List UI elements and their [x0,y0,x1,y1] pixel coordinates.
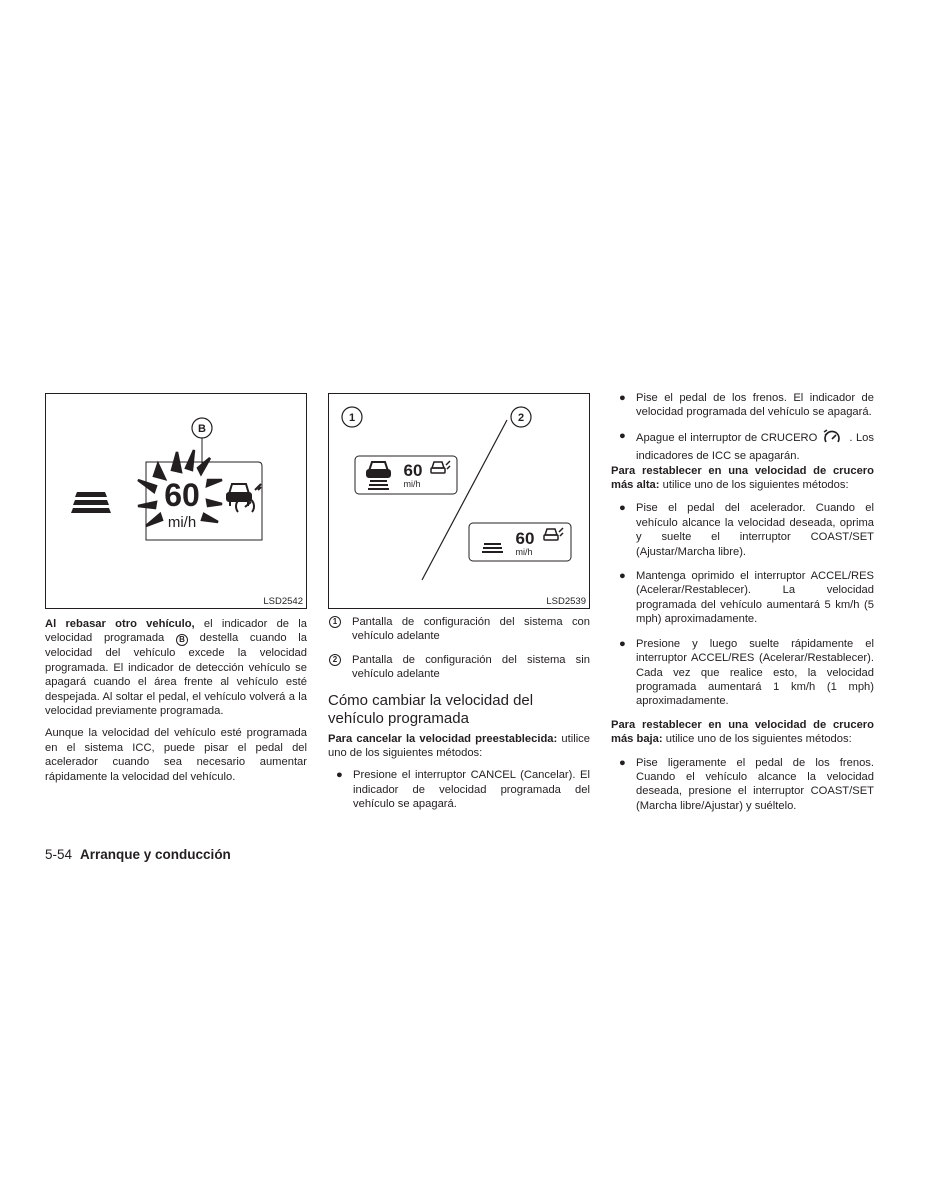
paragraph-higher-speed: Para restablecer en una velocidad de crucero más alta: utilice uno de los siguientes métodos: [611,464,874,492]
cruise-control-icon [823,429,841,449]
list-item: 2 Pantalla de configuración del sistema sin vehículo adelante [328,653,590,682]
list-item: ● Apague el interruptor de CRUCERO . Los indicadores de ICC se apagarán. [619,429,874,463]
marker-b: B [176,634,188,646]
display1-speed: 60 [403,461,423,480]
distance-bars-icon [71,492,111,513]
paragraph-overtaking: Al rebasar otro vehículo, el indicador de la velocidad programada B destella cuando la velocidad del vehículo excede la velocidad programada. El indicador de detección vehículo se apagará cuando el área frente al vehículo esté despejada. Al soltar el pedal, el vehículo volverá a la velocidad previamente programada. [45,618,307,718]
section-heading: Cómo cambiar la velocidad del vehículo programada [328,691,534,727]
list-item: ● Mantenga oprimido el interruptor ACCEL/RES (Acelerar/Restablecer). La velocidad programada del vehículo aumentará 5 km/h (5 mph) aproximadamente. [619,570,874,626]
speed-flashing-illustration [46,394,306,608]
column-middle [328,393,590,812]
list-item: ● Presione el interruptor CANCEL (Cancelar). El indicador de velocidad programada del vehículo se apagará. [336,769,590,811]
figure1-callout: B [198,423,206,435]
distance-bars-icon [368,480,389,490]
speedometer-icon [236,484,261,512]
item-number: 2 [329,654,341,666]
vehicle-ahead-icon [227,484,251,506]
figure2-callout-1: 1 [348,412,356,424]
list-item: ● Pise el pedal de los frenos. El indicador de velocidad programada del vehículo se apagará. [619,392,874,419]
paragraph-cancel: Para cancelar la velocidad preestablecida: utilice uno de los siguientes métodos: [328,732,590,760]
figure1-speed: 60 [164,477,200,513]
list-item: ● Pise ligeramente el pedal de los frenos. Cuando el vehículo alcance la velocidad deseada, presione el interruptor COAST/SET (Marcha libre/Ajustar) y suéltelo. [619,756,874,812]
paragraph-accelerator: Aunque la velocidad del vehículo esté programada en el sistema ICC, puede pisar el pedal del acelerador cuando sea necesario aumentar rápidamente la velocidad del vehículo. [45,727,307,783]
column-right [611,391,874,813]
display-modes-illustration [329,394,589,608]
figure-speed-flashing [45,393,307,609]
display2-speed: 60 [515,529,535,548]
list-item: ● Pise el pedal del acelerador. Cuando el vehículo alcance la velocidad deseada, oprima y suelte el interruptor COAST/SET (Ajustar/Marcha libre). [619,502,874,558]
column-left [45,393,307,784]
page-number: 5-54 [45,847,73,862]
display1-unit: mi/h [403,479,421,489]
figure1-code: LSD2542 [263,596,303,607]
item-number: 1 [329,616,341,628]
paragraph-lower-speed: Para restablecer en una velocidad de crucero más baja: utilice uno de los siguientes métodos: [611,718,874,746]
page-footer [45,846,231,864]
list-item: 1 Pantalla de configuración del sistema con vehículo adelante [328,615,590,644]
section-title: Arranque y conducción [80,847,231,862]
figure-display-modes [328,393,590,609]
figure2-callout-2: 2 [517,412,525,424]
display2-unit: mi/h [515,547,533,557]
figure2-code: LSD2539 [546,596,586,607]
list-item: ● Presione y luego suelte rápidamente el interruptor ACCEL/RES (Acelerar/Restablecer). Cada vez que realice esto, la velocidad programada aumentará 1 km/h (1 mph) aproximadamente. [619,637,874,708]
distance-bars-icon [482,543,503,553]
figure1-unit: mi/h [167,514,197,531]
